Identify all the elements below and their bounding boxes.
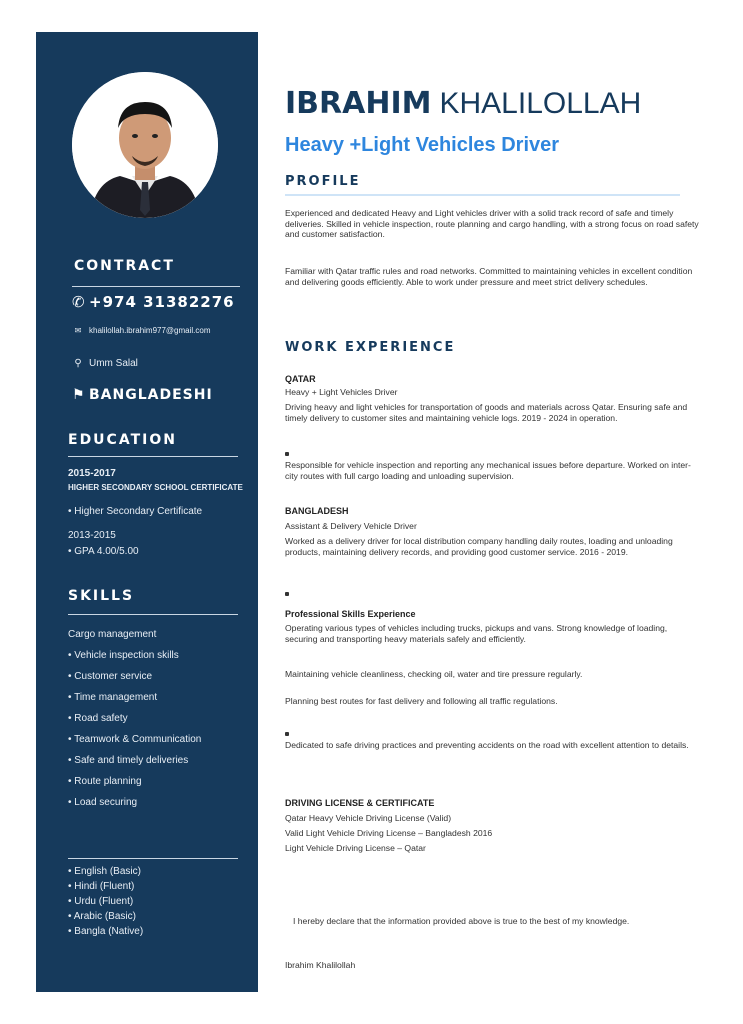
skill-item: • Safe and timely deliveries xyxy=(68,755,189,766)
skill-item: Cargo management xyxy=(68,629,157,640)
job-description: Worked as a delivery driver for local distribution company handling daily routes, loading and unloading products, maintaining delivery records, and providing good customer service. 2016 - 2019. xyxy=(285,536,673,557)
profile-photo xyxy=(72,72,218,218)
license-line: Valid Light Vehicle Driving License – Bangladesh 2016 xyxy=(285,828,493,838)
nationality-row xyxy=(72,387,213,403)
divider xyxy=(68,614,238,615)
contract-heading: CONTRACT xyxy=(74,258,175,274)
profile-heading: PROFILE xyxy=(285,174,361,189)
skill-item: • Road safety xyxy=(68,713,128,724)
profile-paragraph: Experienced and dedicated Heavy and Light vehicles driver with a solid track record of safe and timely deliveries. Skilled in vehicle inspection, route planning and cargo handling, with a strong focus on road safety and customer satisfaction. xyxy=(285,208,699,240)
first-name: IBRAHIM xyxy=(285,86,432,121)
edu-years-1: 2015-2017 xyxy=(68,468,116,479)
phone-row xyxy=(72,293,235,311)
education-heading: EDUCATION xyxy=(68,432,177,448)
language-item: • Hindi (Fluent) xyxy=(68,881,135,892)
skill-item: • Load securing xyxy=(68,797,138,808)
languages-list xyxy=(68,864,143,939)
skills-heading: SKILLS xyxy=(68,588,135,604)
job-company: QATAR xyxy=(285,374,316,384)
skill-item: • Teamwork & Communication xyxy=(68,734,202,745)
candidate-name xyxy=(285,86,641,121)
edu-gpa: • GPA 4.00/5.00 xyxy=(68,546,139,557)
job-description: Dedicated to safe driving practices and preventing accidents on the road with excellent attention to details. xyxy=(285,740,689,750)
divider xyxy=(68,456,238,457)
phone-icon: ✆ xyxy=(72,293,86,311)
license-line: Light Vehicle Driving License – Qatar xyxy=(285,843,426,853)
edu-years-2: 2013-2015 xyxy=(68,530,116,541)
job-title: Assistant & Delivery Vehicle Driver xyxy=(285,521,417,531)
edu-degree: • Higher Secondary Certificate xyxy=(68,506,203,517)
job-company: Professional Skills Experience xyxy=(285,609,416,619)
job-description: Driving heavy and light vehicles for transportation of goods and materials across Qatar. Ensuring safe and timely delivery to customer sites and maintaining vehicle logs. 2019 - 2024 in operation. xyxy=(285,402,688,423)
job-title: Heavy +Light Vehicles Driver xyxy=(285,134,560,156)
main-content xyxy=(285,0,705,1024)
bullet-icon xyxy=(285,452,289,456)
job-description: Responsible for vehicle inspection and reporting any mechanical issues before departure. Worked on inter-city routes with full cargo loading and unloading supervision. xyxy=(285,460,691,481)
skill-item: • Vehicle inspection skills xyxy=(68,650,179,661)
work-heading: WORK EXPERIENCE xyxy=(285,340,456,355)
language-item: • Arabic (Basic) xyxy=(68,911,136,922)
language-item: • Bangla (Native) xyxy=(68,926,144,937)
skill-item: • Time management xyxy=(68,692,158,703)
job-duty: Maintaining vehicle cleanliness, checking oil, water and tire pressure regularly. xyxy=(285,669,583,679)
skill-item: • Route planning xyxy=(68,776,142,787)
profile-paragraph: Familiar with Qatar traffic rules and road networks. Committed to maintaining vehicles in excellent condition and delivering goods efficiently. Able to work under pressure and meet strict delivery schedules. xyxy=(285,266,693,287)
license-line: Qatar Heavy Vehicle Driving License (Valid) xyxy=(285,813,452,823)
phone-number: +974 31382276 xyxy=(89,293,235,311)
skill-item: • Customer service xyxy=(68,671,153,682)
flag-icon: ⚑ xyxy=(72,387,86,403)
language-item: • English (Basic) xyxy=(68,866,141,877)
bullet-icon xyxy=(285,592,289,596)
license-heading: DRIVING LICENSE & CERTIFICATE xyxy=(285,798,435,808)
edu-school: HIGHER SECONDARY SCHOOL CERTIFICATE xyxy=(68,483,243,492)
bullet-icon xyxy=(285,732,289,736)
signature: Ibrahim Khalilollah xyxy=(285,960,356,970)
sidebar xyxy=(36,32,258,992)
skills-list xyxy=(68,624,201,813)
email-icon: ✉ xyxy=(74,326,82,335)
divider xyxy=(68,858,238,859)
email-address[interactable]: khalilollah.ibrahim977@gmail.com xyxy=(89,326,211,335)
job-title: Heavy + Light Vehicles Driver xyxy=(285,387,398,397)
email-row xyxy=(72,326,211,335)
last-name: KHALILOLLAH xyxy=(439,87,642,120)
declaration-text: I hereby declare that the information provided above is true to the best of my knowledge. xyxy=(293,916,630,926)
language-item: • Urdu (Fluent) xyxy=(68,896,134,907)
nationality-text: BANGLADESHI xyxy=(89,387,213,403)
location-row xyxy=(72,358,138,369)
job-duty: Planning best routes for fast delivery and following all traffic regulations. xyxy=(285,696,558,706)
divider xyxy=(72,286,240,287)
job-description: Operating various types of vehicles including trucks, pickups and vans. Strong knowledge of loading, securing and transporting heavy materials safely and efficiently. xyxy=(285,623,668,644)
job-company: BANGLADESH xyxy=(285,506,349,516)
location-pin-icon: ⚲ xyxy=(74,358,82,369)
divider xyxy=(285,194,680,196)
location-text: Umm Salal xyxy=(89,358,138,369)
